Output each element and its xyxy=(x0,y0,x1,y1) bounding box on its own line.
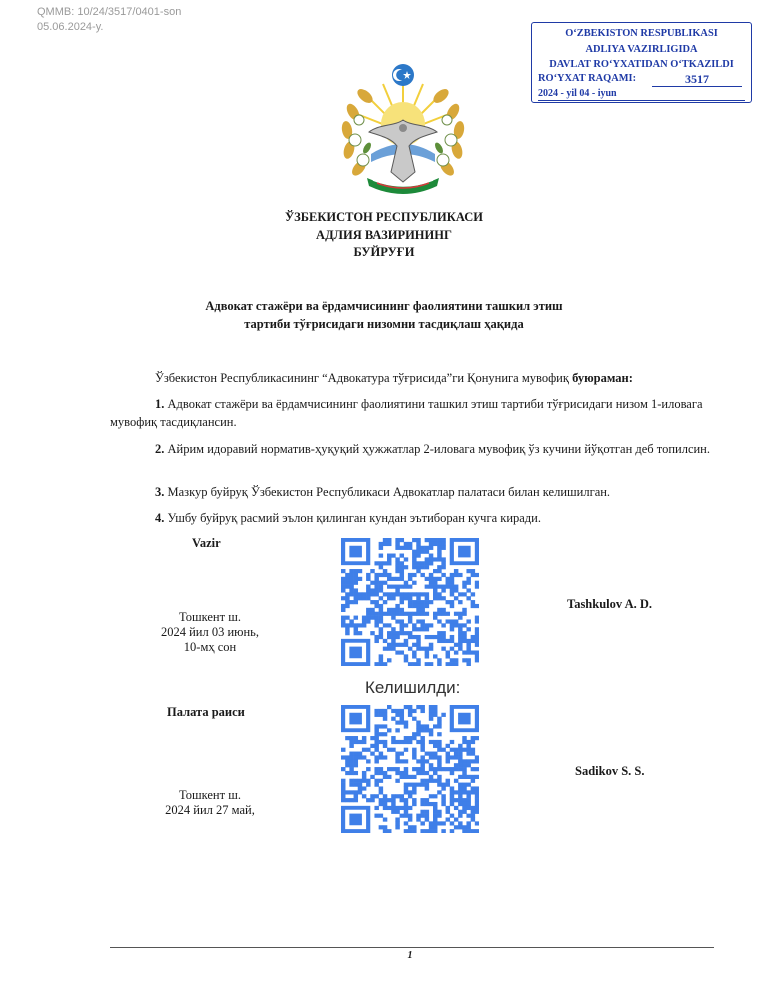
document-header xyxy=(0,209,768,262)
registration-date: 2024 - yil 04 - iyun xyxy=(538,88,745,101)
state-emblem xyxy=(333,62,473,202)
reference-date: 05.06.2024-y. xyxy=(37,21,104,33)
intro-bold: буюраман: xyxy=(572,371,633,385)
registration-line-2: ADLIYA VAZIRLIGIDA xyxy=(585,43,698,55)
signer-2-date: 2024 йил 27 май, xyxy=(165,803,255,817)
header-line-3: БУЙРУҒИ xyxy=(353,245,415,259)
header-line-1: ЎЗБЕКИСТОН РЕСПУБЛИКАСИ xyxy=(284,210,484,224)
signer-2-name: Sadikov S. S. xyxy=(575,764,645,778)
signer-1-name: Tashkulov A. D. xyxy=(567,597,652,611)
item-text: Адвокат стажёри ва ёрдамчисининг фаолиятини ташкил этиш тартиби тўғрисидаги низом 1-иловага мувофиқ тасдиқлансин. xyxy=(110,397,703,429)
registration-number-label: RO‘YXAT RAQAMI: xyxy=(538,73,637,84)
subject-line-2: тартиби тўғрисидаги низомни тасдиқлаш ҳақида xyxy=(244,316,524,331)
reference-number: QMMB: 10/24/3517/0401-son xyxy=(37,6,182,18)
registration-line-1: O‘ZBEKISTON RESPUBLIKASI xyxy=(565,28,718,39)
signer-2-place: Тошкент ш. xyxy=(179,788,241,802)
signer-1-position: Vazir xyxy=(192,536,221,550)
subject-line-1: Адвокат стажёри ва ёрдамчисининг фаолиятини ташкил этиш xyxy=(205,299,563,313)
item-text: Мазкур буйруқ Ўзбекистон Республикаси Адвокатлар палатаси билан келишилган. xyxy=(167,485,611,499)
item-number: 2. xyxy=(155,442,165,456)
registration-number: 3517 xyxy=(652,72,742,87)
reference-stamp xyxy=(37,5,181,35)
item-text: Айрим идоравий норматив-ҳуқуқий ҳужжатлар 2-иловага мувофиқ ўз кучини йўқотган деб топилсин. xyxy=(167,442,710,456)
signer-1-date: 2024 йил 03 июнь, xyxy=(160,625,260,639)
signer-1-place: Тошкент ш. xyxy=(179,610,241,624)
intro-paragraph xyxy=(110,369,714,387)
document-subject xyxy=(0,298,768,333)
signer-2-position: Палата раиси xyxy=(167,705,245,719)
registration-stamp xyxy=(531,22,752,103)
header-line-2: АДЛИЯ ВАЗИРИНИНГ xyxy=(316,227,452,242)
item-number: 3. xyxy=(155,485,165,499)
item-4 xyxy=(110,509,714,527)
item-3 xyxy=(110,483,714,501)
footer-divider xyxy=(110,947,714,948)
qr-code-1 xyxy=(341,538,479,666)
page-number: 1 xyxy=(407,950,413,961)
intro-text: Ўзбекистон Республикасининг “Адвокатура тўғрисида”ги Қонунига мувофиқ xyxy=(155,371,569,385)
item-1 xyxy=(110,395,714,431)
item-text: Ушбу буйруқ расмий эълон қилинган кундан эътиборан кучга киради. xyxy=(167,511,541,525)
item-number: 4. xyxy=(155,511,165,525)
signer-1-details xyxy=(130,610,290,655)
agreed-label: Келишилди: xyxy=(365,678,461,697)
signer-2-details xyxy=(130,788,290,818)
registration-line-3: DAVLAT RO‘YXATIDAN O‘TKAZILDI xyxy=(549,59,734,70)
item-2 xyxy=(110,440,714,458)
state-emblem-icon xyxy=(333,62,473,202)
signer-1-number: 10-мҳ сон xyxy=(183,640,237,654)
qr-code-2 xyxy=(341,705,479,833)
item-number: 1. xyxy=(155,397,165,411)
